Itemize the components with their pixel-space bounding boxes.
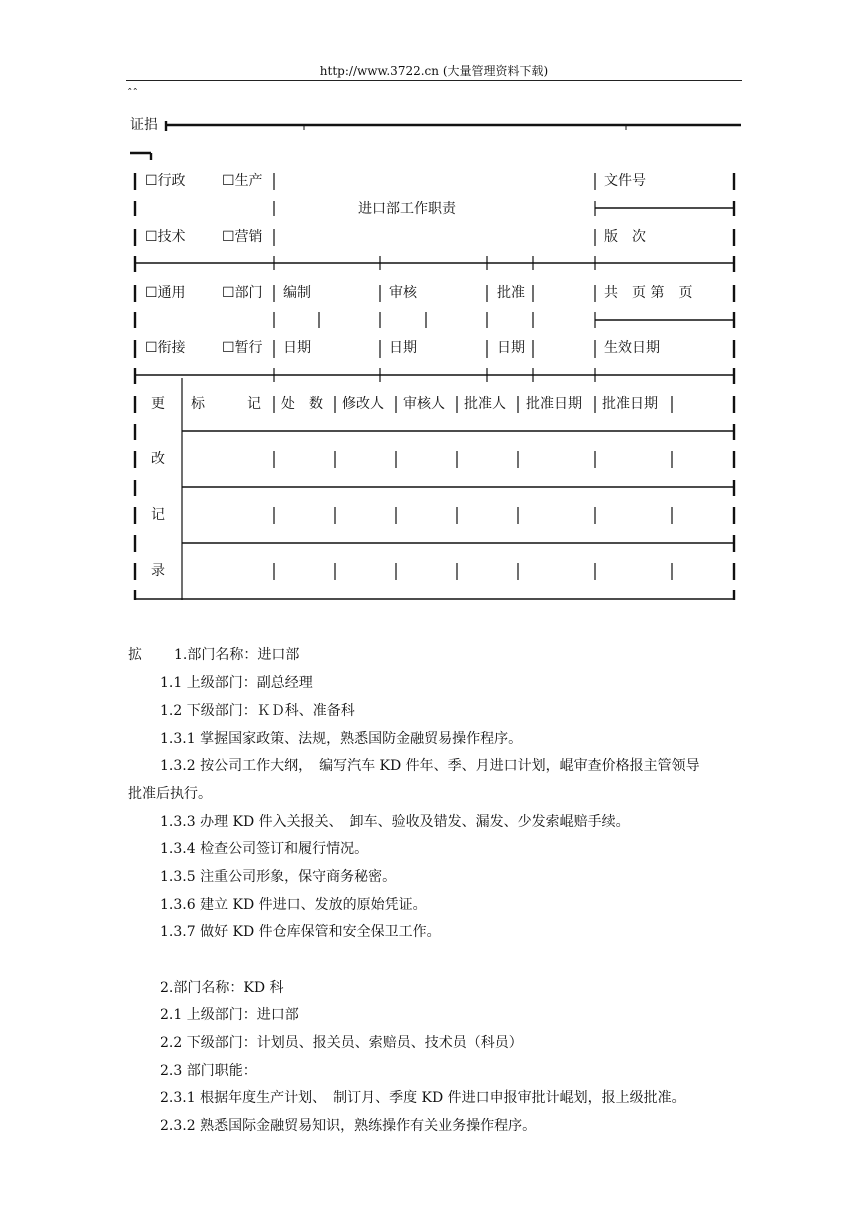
body-line: 1.1 上级部门：副总经理 bbox=[160, 675, 313, 691]
body-line: 2.部门名称：KD 科 bbox=[160, 980, 284, 996]
review-date-label: 日期 bbox=[389, 340, 417, 356]
doc-no-label: 文件号 bbox=[604, 173, 646, 189]
checkbox-icon: ☐ bbox=[145, 285, 158, 301]
approve-label: 批准 bbox=[497, 285, 525, 301]
body-line: 2.3 部门职能： bbox=[160, 1063, 257, 1079]
lead-mark: 拡 bbox=[128, 647, 142, 663]
checkbox-icon: ☐ bbox=[222, 173, 235, 189]
body-line: 批准后执行。 bbox=[128, 786, 212, 802]
check-zanxing[interactable] bbox=[222, 340, 263, 356]
change-side-2: 改 bbox=[151, 451, 165, 467]
check-jishu[interactable] bbox=[145, 229, 186, 245]
col-header-approver: 批准人 bbox=[464, 396, 506, 412]
check-label: 营销 bbox=[234, 229, 263, 245]
check-label: 衔接 bbox=[157, 340, 186, 356]
change-side-1: 更 bbox=[151, 396, 165, 412]
col-header-mark: 标 记 bbox=[191, 396, 261, 412]
col-header-count: 处 数 bbox=[281, 396, 323, 412]
body-line: 1.3.3 办理 KD 件入关报关、 卸车、验收及错发、漏发、少发索崐赔手续。 bbox=[160, 814, 630, 830]
change-side-3: 记 bbox=[151, 507, 165, 523]
body-line: 1.3.4 检查公司签订和履行情况。 bbox=[160, 841, 369, 857]
checkbox-icon: ☐ bbox=[222, 229, 235, 245]
body-line: 1.3.2 按公司工作大纲， 编写汽车 KD 件年、季、月进口计划，崐审查价格报主管领导 bbox=[160, 758, 700, 774]
body-line: 1.部门名称：进口部 bbox=[174, 647, 300, 663]
version-label: 版 次 bbox=[604, 229, 646, 245]
col-header-approve-date: 批准日期 bbox=[526, 396, 582, 412]
check-label: 暂行 bbox=[234, 340, 263, 356]
checkbox-icon: ☐ bbox=[145, 173, 158, 189]
col-header-approve-date-2: 批准日期 bbox=[602, 396, 658, 412]
header-note: (大量管理资料下载) bbox=[442, 64, 549, 78]
checkbox-icon: ☐ bbox=[145, 340, 158, 356]
review-label: 审核 bbox=[389, 285, 417, 301]
stamp-text: 证捛 bbox=[130, 117, 158, 133]
body-line: 1.3.1 掌握国家政策、法规，熟悉国防金融贸易操作程序。 bbox=[160, 731, 523, 747]
compile-label: 编制 bbox=[283, 285, 311, 301]
body-line: 1.2 下级部门：ＫＤ科、准备科 bbox=[160, 703, 355, 719]
change-side-4: 录 bbox=[151, 563, 165, 579]
col-header-modifier: 修改人 bbox=[342, 396, 384, 412]
caret-marks: ˆˆ bbox=[127, 87, 138, 100]
body-line: 1.3.5 注重公司形象，保守商务秘密。 bbox=[160, 869, 397, 885]
check-label: 技术 bbox=[157, 229, 186, 245]
form-title: 进口部工作职责 bbox=[358, 201, 456, 217]
check-tongyong[interactable] bbox=[145, 285, 186, 301]
body-line: 2.2 下级部门：计划员、报关员、索赔员、技术员（科员） bbox=[160, 1035, 523, 1051]
body-line: 1.3.6 建立 KD 件进口、发放的原始凭证。 bbox=[160, 897, 427, 913]
check-label: 部门 bbox=[234, 285, 263, 301]
check-bumen[interactable] bbox=[222, 285, 263, 301]
approve-date-label: 日期 bbox=[497, 340, 525, 356]
change-row-dividers bbox=[274, 451, 672, 580]
check-xingzheng[interactable] bbox=[145, 173, 186, 189]
body-line: 2.3.2 熟悉国际金融贸易知识，熟练操作有关业务操作程序。 bbox=[160, 1118, 537, 1134]
check-yingxiao[interactable] bbox=[222, 229, 263, 245]
check-xianjie[interactable] bbox=[145, 340, 186, 356]
check-label: 通用 bbox=[157, 285, 186, 301]
body-line: 2.1 上级部门：进口部 bbox=[160, 1007, 299, 1023]
check-label: 生产 bbox=[234, 173, 263, 189]
check-label: 行政 bbox=[157, 173, 186, 189]
body-line: 1.3.7 做好 KD 件仓库保管和安全保卫工作。 bbox=[160, 924, 441, 940]
check-shengchan[interactable] bbox=[222, 173, 263, 189]
header-url: http://www.3722.cn bbox=[319, 64, 439, 78]
pages-label: 共 页 第 页 bbox=[604, 285, 693, 301]
col-header-reviewer: 审核人 bbox=[403, 396, 445, 412]
checkbox-icon: ☐ bbox=[145, 229, 158, 245]
body-line: 2.3.1 根据年度生产计划、 制订月、季度 KD 件进口申报审批计崐划，报上级批准。 bbox=[160, 1090, 686, 1106]
checkbox-icon: ☐ bbox=[222, 340, 235, 356]
compile-date-label: 日期 bbox=[283, 340, 311, 356]
checkbox-icon: ☐ bbox=[222, 285, 235, 301]
effective-date-label: 生效日期 bbox=[604, 340, 660, 356]
